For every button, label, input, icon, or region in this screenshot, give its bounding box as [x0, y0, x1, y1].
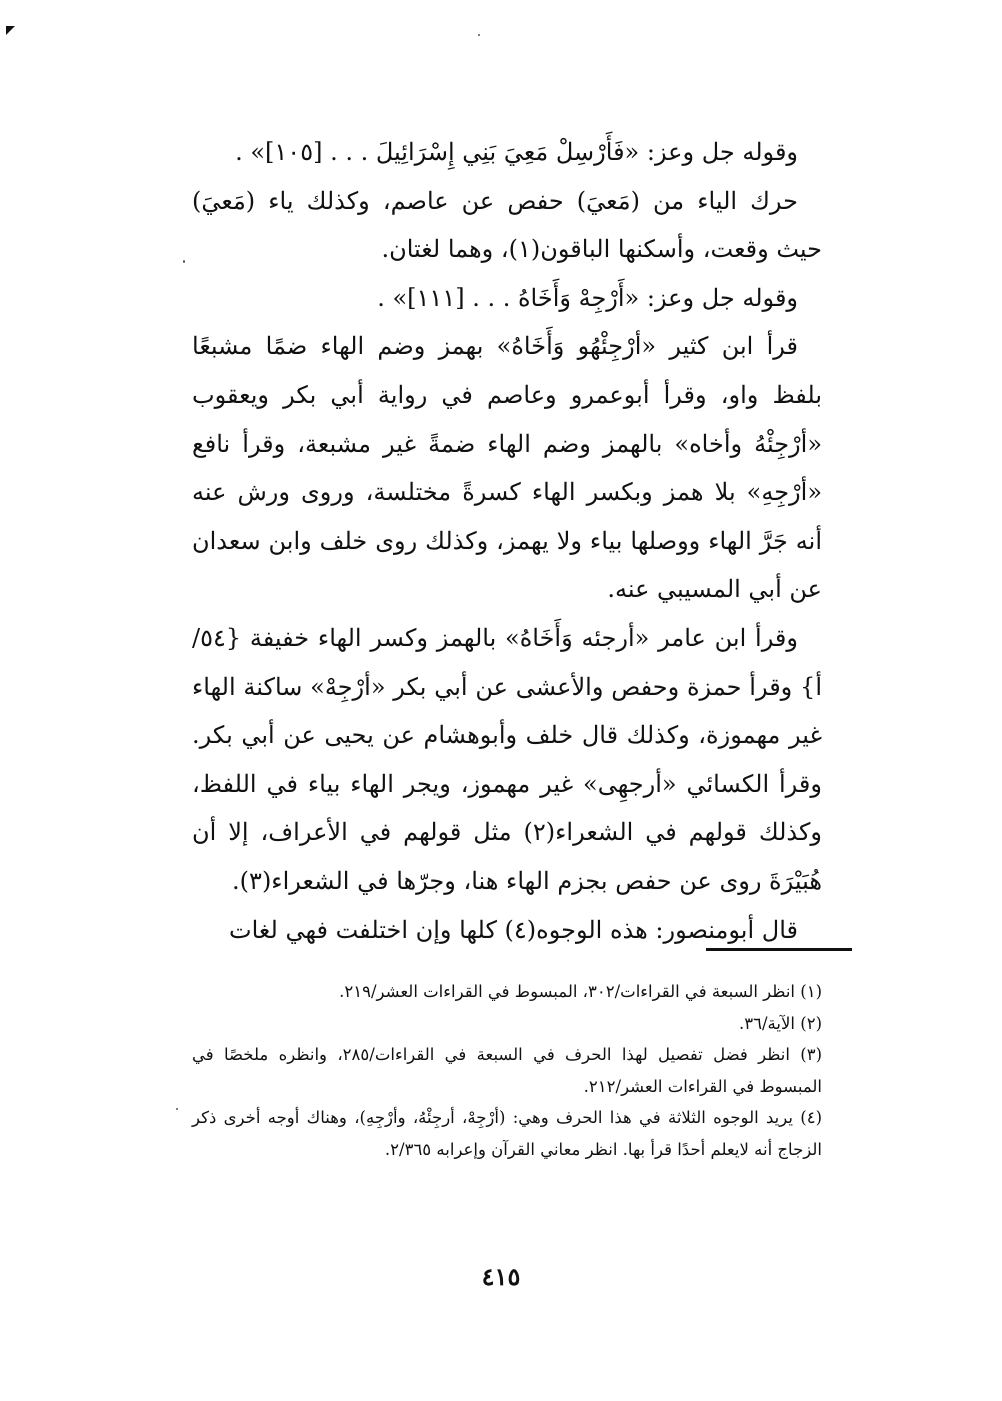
- body-paragraph: وقرأ ابن عامر «أرجئه وَأَخَاهُ» بالهمز وكسر الهاء خفيفة {٥٤/أ} وقرأ حمزة وحفص والأعشى عن أبي بكر «أرْجِهْ» ساكنة الهاء غير مهموزة، وكذلك قال خلف وأبوهشام عن يحيى عن أبي بكر. وقرأ الكسائي «أرجهِى» غير مهموز، ويجر الهاء بياء في اللفظ، وكذلك قولهم في الشعراء(٢) مثل قولهم في الأعراف، إلا أن هُبَيْرَةَ روى عن حفص بجزم الهاء هنا، وجرّها في الشعراء(٣).: [192, 623, 823, 895]
- footnote-2: (٢) الآية/٣٦.: [739, 1013, 822, 1033]
- scan-speck: [176, 1108, 178, 1110]
- scan-speck: [478, 34, 480, 36]
- footnotes: [192, 976, 822, 1165]
- footnote-1: (١) انظر السبعة في القراءات/٣٠٢، المبسوط في القراءات العشر/٢١٩.: [339, 982, 822, 1001]
- scan-speck: [183, 260, 185, 263]
- footnote-4: (٤) يريد الوجوه الثلاثة في هذا الحرف وهي: (أرْجِهْ، أرجِئْهُ، وأرْجِهِ)، وهناك أوجه أخرى ذكر الزجاج أنه لايعلم أحدًا قرأ بها. انظر معاني القرآن وإعرابه ٢/٣٦٥.: [192, 1108, 822, 1159]
- verse-quote-105: وقوله جل وعز: «فَأَرْسِلْ مَعِيَ بَنِي إِسْرَائِيلَ . . . [١٠٥]» .: [235, 138, 798, 166]
- verse-quote-111: وقوله جل وعز: «أَرْجِهْ وَأَخَاهُ . . . [١١١]» .: [377, 283, 798, 312]
- scan-corner-mark: [6, 26, 15, 35]
- main-text: [192, 128, 822, 954]
- body-paragraph: قرأ ابن كثير «أرْجِئْهُو وَأَخَاهُ» بهمز وضم الهاء ضمًا مشبعًا بلفظ واو، وقرأ أبوعمرو وعاصم في رواية أبي بكر ويعقوب «أرْجِئْهُ وأخاه» بالهمز وضم الهاء ضمةً غير مشبعة، وقرأ نافع «أرْجِهِ» بلا همز وبكسر الهاء كسرةً مختلسة، وروى ورش عنه أنه جَرَّ الهاء ووصلها بياء ولا يهمز، وكذلك روى خلف وابن سعدان عن أبي المسيبي عنه.: [192, 332, 822, 604]
- body-paragraph: قال أبومنصور: هذه الوجوه(٤) كلها وإن اختلفت فهي لغات: [229, 915, 798, 944]
- footnote-separator: [706, 948, 852, 951]
- page-number: ٤١٥: [481, 1262, 521, 1291]
- footnote-3: (٣) انظر فضل تفصيل لهذا الحرف في السبعة في القراءات/٢٨٥، وانظره ملخصًا في المبسوط في القراءات العشر/٢١٢.: [192, 1045, 823, 1096]
- body-paragraph: حرك الياء من (مَعيَ) حفص عن عاصم، وكذلك ياء (مَعيَ) حيث وقعت، وأسكنها الباقون(١)، وهما لغتان.: [192, 186, 822, 264]
